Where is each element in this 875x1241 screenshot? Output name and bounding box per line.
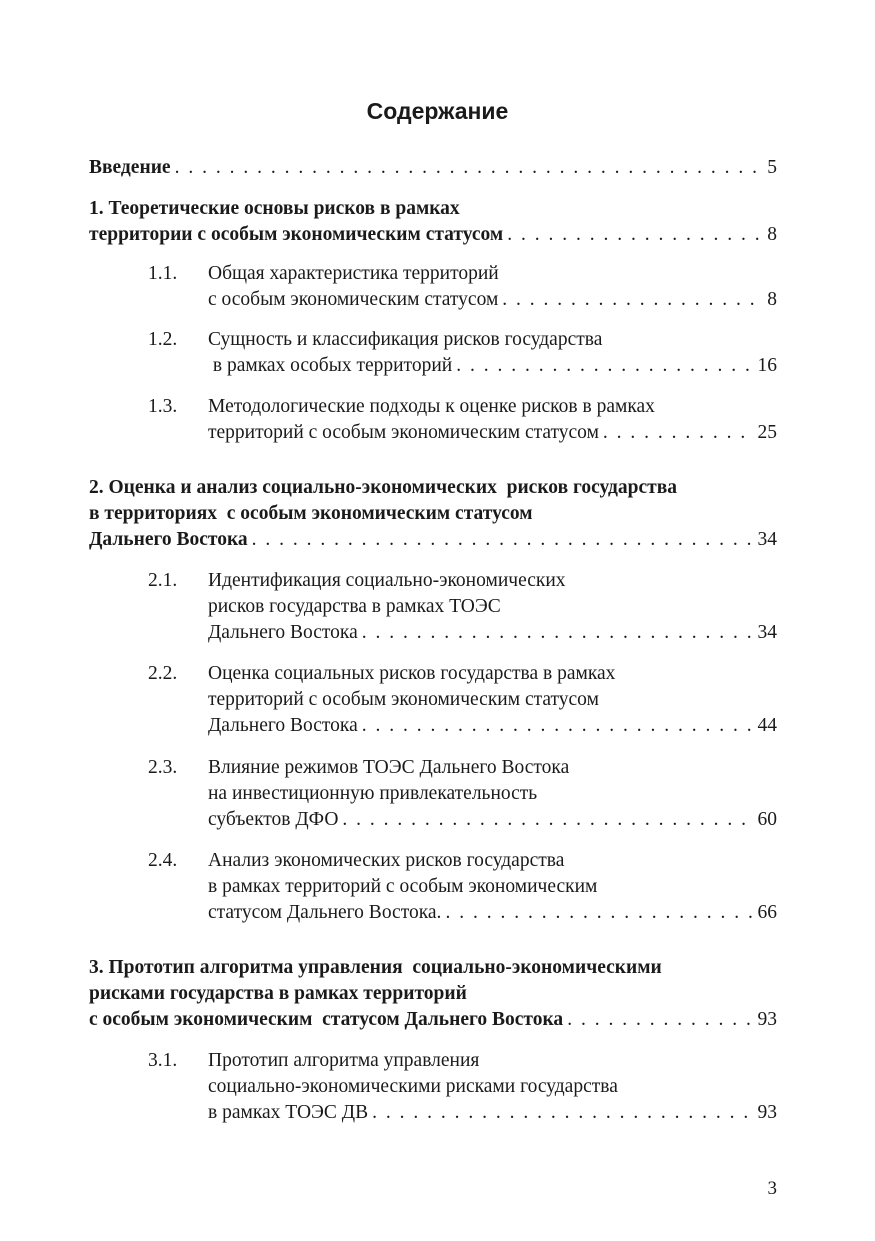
toc-entry-number: 2.4.: [148, 850, 178, 871]
toc-entry-title: на инвестиционную привлекательность: [208, 783, 538, 804]
toc-entry-title: Анализ экономических рисков государства: [208, 850, 565, 871]
toc-entry-2-4[interactable]: [0, 848, 875, 926]
page-title: Содержание: [366, 98, 509, 124]
leader-dots: [362, 620, 754, 646]
toc-entry-title: с особым экономическим статусом: [208, 289, 499, 310]
toc-entry-2-1[interactable]: [0, 568, 875, 646]
toc-page-number: 93: [757, 1102, 777, 1123]
toc-entry-title: 1. Теоретические основы рисков в рамках: [89, 198, 460, 219]
toc-page-number: 25: [757, 422, 777, 443]
toc-page-number: 34: [757, 529, 777, 550]
toc-entry-2-2[interactable]: [0, 661, 875, 739]
leader-dots: [252, 527, 754, 553]
toc-entry-title: в рамках ТОЭС ДВ: [208, 1102, 369, 1123]
toc-entry-2-3[interactable]: [0, 755, 875, 833]
toc-page-number: 66: [757, 902, 777, 923]
toc-entry-number: 2.1.: [148, 570, 178, 591]
leader-dots: [456, 353, 753, 379]
leader-dots: [507, 222, 763, 248]
toc-page-number: 5: [767, 157, 777, 178]
toc-entry-title: с особым экономическим статусом Дальнего Востока: [89, 1009, 564, 1030]
toc-entry-intro[interactable]: [0, 155, 875, 181]
toc-entry-title: в рамках территорий с особым экономическим: [208, 876, 598, 897]
toc-entry-title: в рамках особых территорий: [208, 355, 453, 376]
toc-entry-1-1[interactable]: [0, 261, 875, 313]
toc-entry-title: рисков государства в рамках ТОЭС: [208, 596, 501, 617]
toc-page-number: 60: [757, 809, 777, 830]
toc-entry-title: Влияние режимов ТОЭС Дальнего Востока: [208, 757, 570, 778]
toc-entry-number: 1.1.: [148, 263, 178, 284]
toc-entry-title: статусом Дальнего Востока.: [208, 902, 442, 923]
toc-entry-1-2[interactable]: [0, 327, 875, 379]
toc-entry-title: Оценка социальных рисков государства в рамках: [208, 663, 616, 684]
toc-entry-1-3[interactable]: [0, 394, 875, 446]
toc-entry-title: социально-экономическими рисками государства: [208, 1076, 618, 1097]
leader-dots: [567, 1007, 753, 1033]
toc-entry-title: Дальнего Востока: [208, 622, 358, 643]
leader-dots: [372, 1100, 753, 1126]
toc-entry-title: территорий с особым экономическим статусом: [208, 422, 599, 443]
toc-entry-title: субъектов ДФО: [208, 809, 339, 830]
toc-entry-title: Прототип алгоритма управления: [208, 1050, 480, 1071]
leader-dots: [603, 420, 754, 446]
toc-entry-number: 1.2.: [148, 329, 178, 350]
toc-entry-title: в территориях с особым экономическим статусом: [89, 503, 533, 524]
toc-page-number: 93: [757, 1009, 777, 1030]
toc-entry-number: 2.2.: [148, 663, 178, 684]
toc-entry-title: территорий с особым экономическим статусом: [208, 689, 599, 710]
leader-dots: [175, 155, 764, 181]
toc-entry-title: Введение: [89, 157, 171, 178]
toc-page-number: 34: [757, 622, 777, 643]
toc-entry-title: 3. Прототип алгоритма управления социально-экономическими: [89, 957, 662, 978]
toc-page-number: 8: [767, 224, 777, 245]
toc-entry-title: Общая характеристика территорий: [208, 263, 499, 284]
toc-page-number: 16: [757, 355, 777, 376]
toc-entry-section-2[interactable]: [0, 475, 875, 553]
toc-entry-title: Дальнего Востока: [89, 529, 248, 550]
toc-entry-section-1[interactable]: [0, 196, 875, 248]
toc-entry-number: 1.3.: [148, 396, 178, 417]
toc-entry-title: Сущность и классификация рисков государства: [208, 329, 603, 350]
toc-entry-3-1[interactable]: [0, 1048, 875, 1126]
toc-entry-title: рисками государства в рамках территорий: [89, 983, 467, 1004]
toc-page-number: 8: [767, 289, 777, 310]
toc-entry-title: 2. Оценка и анализ социально-экономических рисков государства: [89, 477, 677, 498]
toc-page-number: 44: [757, 715, 777, 736]
leader-dots: [342, 807, 753, 833]
leader-dots: [502, 287, 763, 313]
page-number: 3: [767, 1178, 777, 1199]
toc-entry-title: Дальнего Востока: [208, 715, 358, 736]
toc-entry-number: 3.1.: [148, 1050, 178, 1071]
toc-entry-title: территории с особым экономическим статусом: [89, 224, 504, 245]
toc-entry-title: Методологические подходы к оценке рисков в рамках: [208, 396, 655, 417]
leader-dots: [362, 713, 754, 739]
toc-entry-section-3[interactable]: [0, 955, 875, 1033]
leader-dots: [445, 900, 753, 926]
toc-entry-title: Идентификация социально-экономических: [208, 570, 566, 591]
toc-entry-number: 2.3.: [148, 757, 178, 778]
